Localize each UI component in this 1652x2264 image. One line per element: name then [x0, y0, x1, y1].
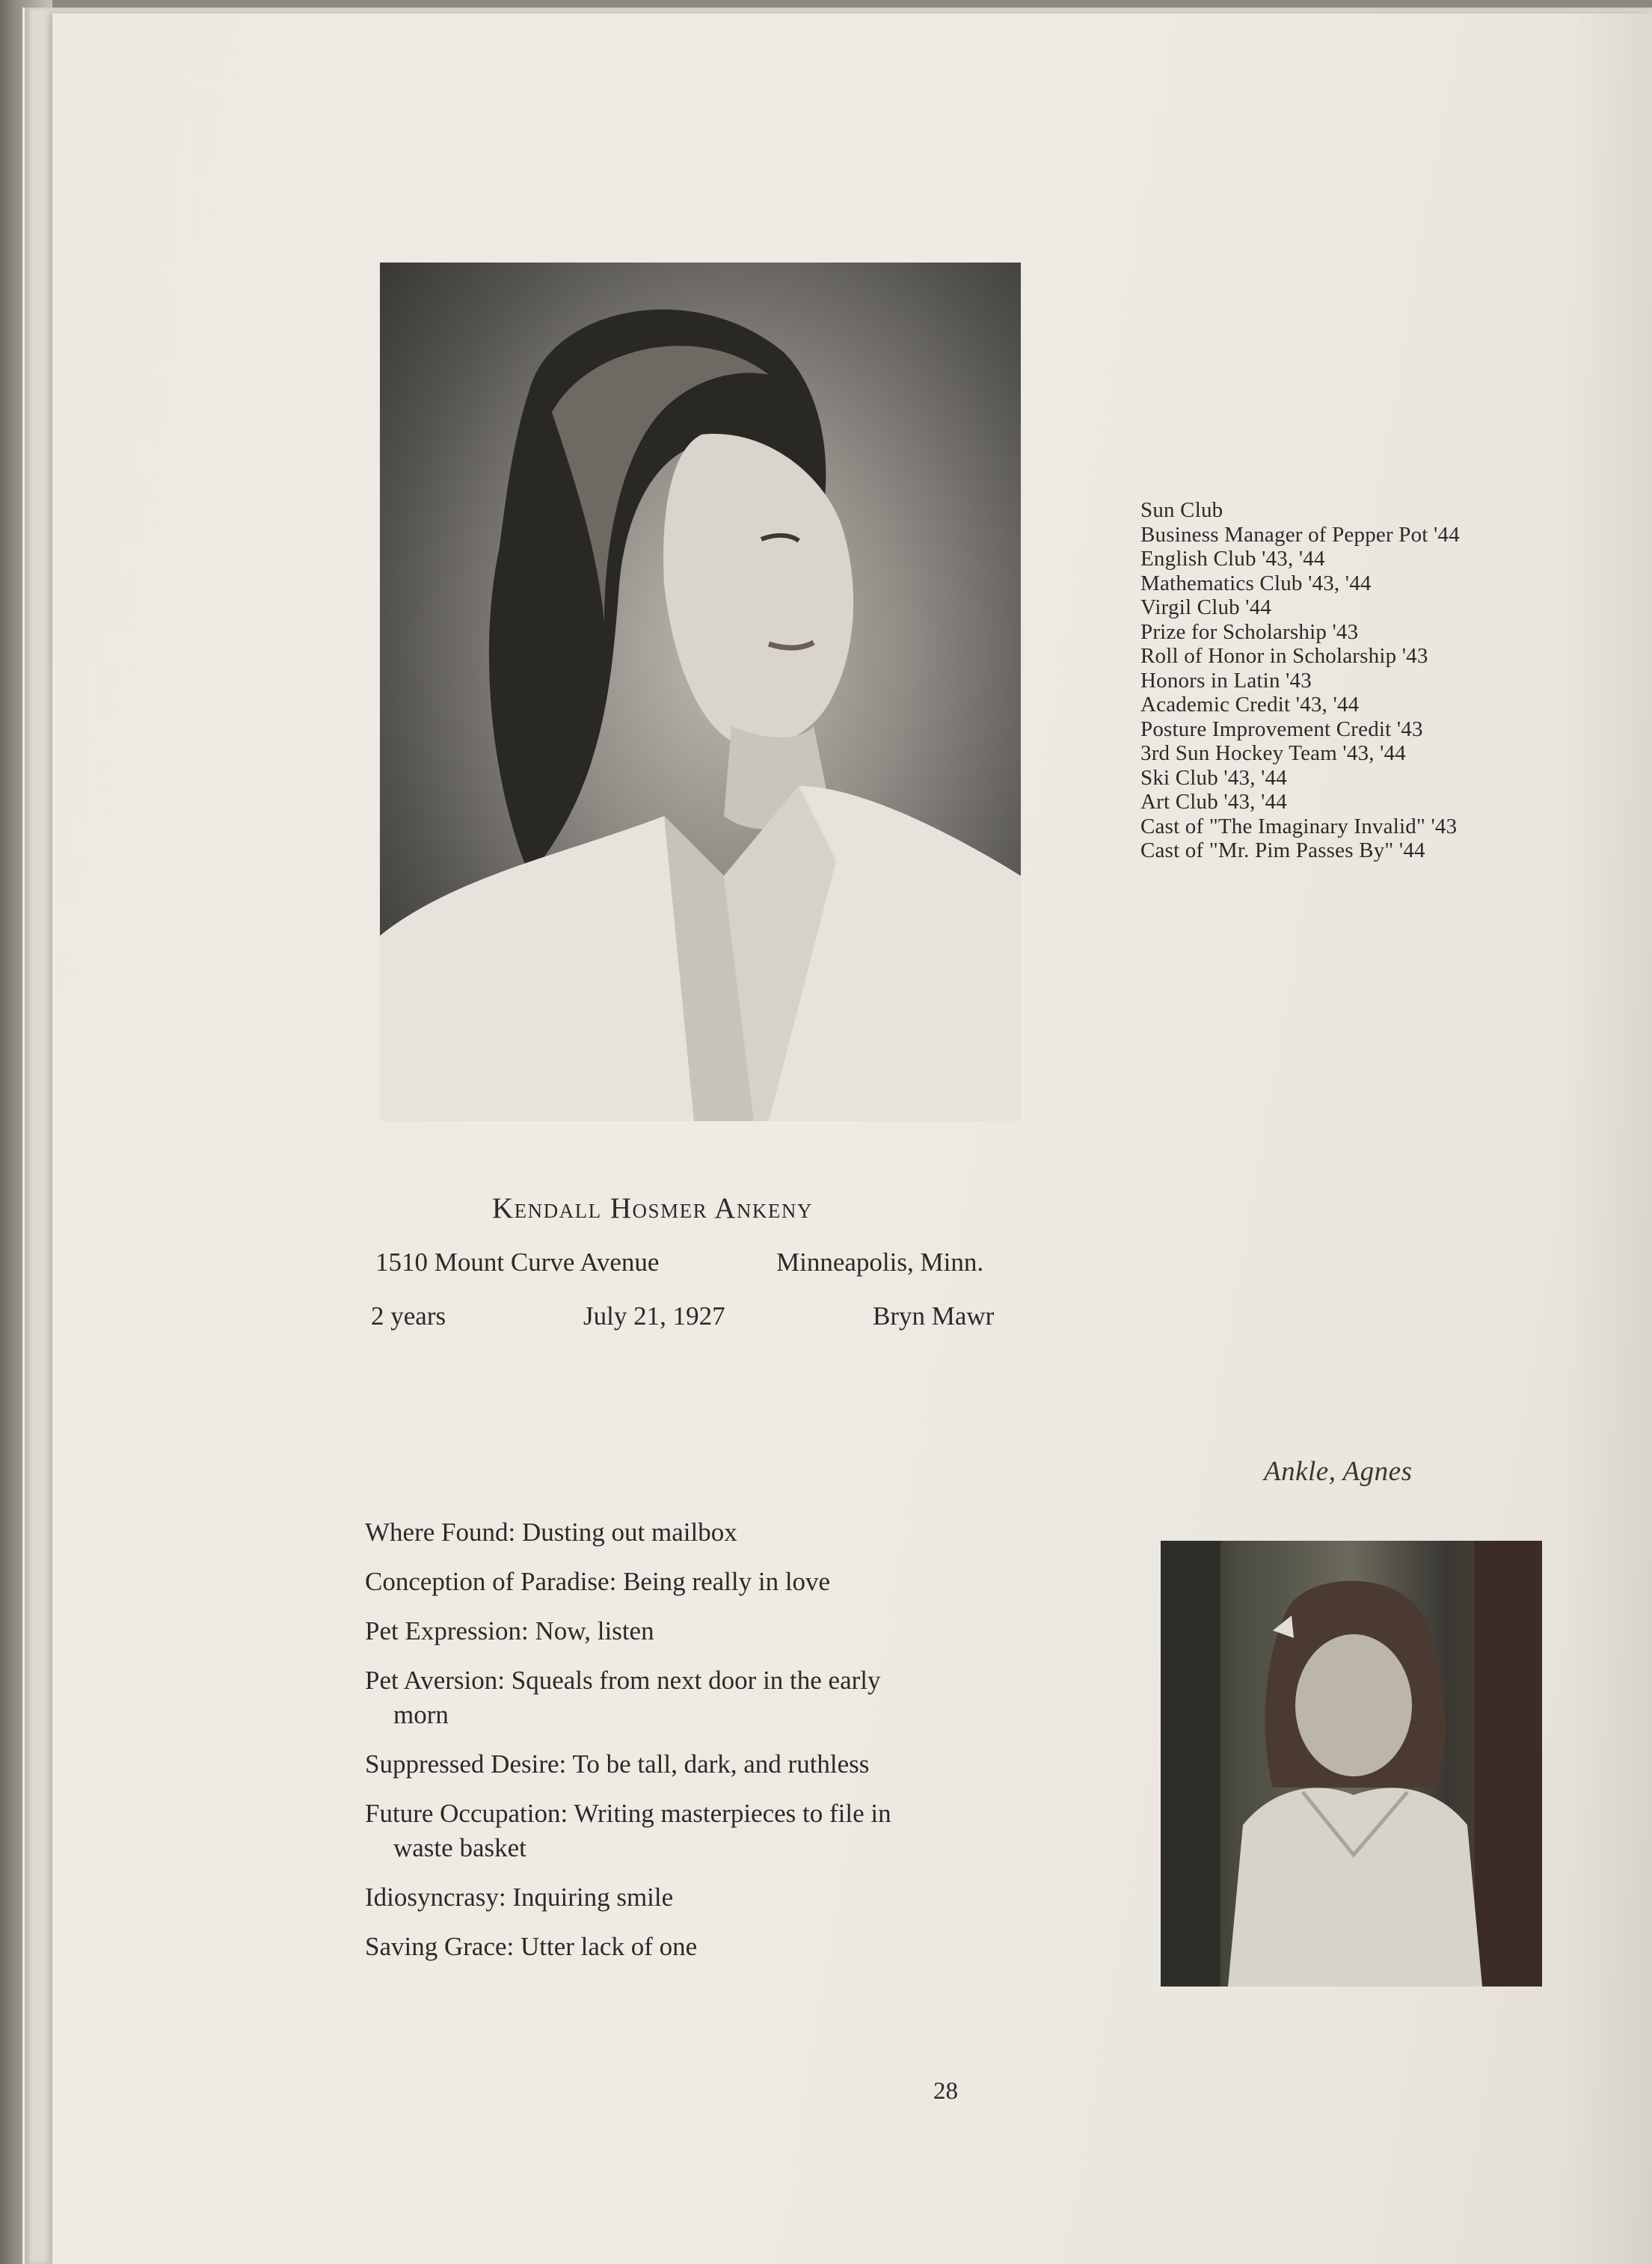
- qa-item: [365, 1747, 1023, 1782]
- qa-item: [365, 1515, 1023, 1550]
- student-nickname: Ankle, Agnes: [1264, 1456, 1413, 1487]
- activities-list: [1140, 498, 1529, 863]
- activity-item: Cast of "The Imaginary Invalid" '43: [1140, 814, 1458, 838]
- activity-item: Mathematics Club '43, '44: [1140, 571, 1372, 595]
- student-years: 2 years: [371, 1301, 446, 1331]
- activity-item: Prize for Scholarship '43: [1140, 619, 1359, 644]
- student-name: Kendall Hosmer Ankeny: [492, 1192, 813, 1224]
- student-college: Bryn Mawr: [873, 1301, 995, 1331]
- qa-answer: Now, listen: [535, 1616, 654, 1645]
- qa-label: Pet Aversion:: [365, 1666, 505, 1695]
- activity-item: Virgil Club '44: [1140, 595, 1272, 619]
- qa-label: Idiosyncrasy:: [365, 1883, 506, 1912]
- qa-answer: Being really in love: [623, 1567, 831, 1596]
- questionnaire: [365, 1515, 1023, 1979]
- qa-answer: To be tall, dark, and ruthless: [572, 1749, 870, 1779]
- qa-item: [365, 1930, 1023, 1964]
- qa-label: Future Occupation:: [365, 1799, 568, 1828]
- qa-label: Pet Expression:: [365, 1616, 529, 1645]
- qa-answer: Dusting out mailbox: [521, 1518, 737, 1547]
- qa-answer: Utter lack of one: [520, 1932, 698, 1961]
- qa-item: [365, 1614, 1023, 1648]
- qa-answer: Inquiring smile: [512, 1883, 674, 1912]
- qa-label: Suppressed Desire:: [365, 1749, 567, 1779]
- activity-item: Academic Credit '43, '44: [1140, 693, 1360, 717]
- page-number: 28: [933, 2078, 958, 2105]
- qa-answer-continued: morn: [393, 1700, 449, 1729]
- student-city: Minneapolis, Minn.: [776, 1248, 984, 1277]
- qa-answer: Writing masterpieces to file in: [574, 1799, 891, 1828]
- activity-item: Roll of Honor in Scholarship '43: [1140, 644, 1428, 668]
- qa-label: Conception of Paradise:: [365, 1567, 617, 1596]
- student-address: 1510 Mount Curve Avenue: [375, 1248, 660, 1277]
- qa-answer: Squeals from next door in the early: [511, 1666, 881, 1695]
- activity-item: 3rd Sun Hockey Team '43, '44: [1140, 741, 1406, 765]
- childhood-photo: [1161, 1541, 1542, 1987]
- senior-portrait-photo: [380, 263, 1021, 1121]
- student-birthdate: July 21, 1927: [583, 1301, 725, 1331]
- qa-answer-continued: waste basket: [393, 1833, 526, 1862]
- activity-item: Honors in Latin '43: [1140, 668, 1312, 693]
- qa-item: [365, 1797, 1023, 1865]
- qa-item: [365, 1663, 1023, 1732]
- activity-item: Cast of "Mr. Pim Passes By" '44: [1140, 838, 1425, 862]
- qa-label: Saving Grace:: [365, 1932, 515, 1961]
- activity-item: Business Manager of Pepper Pot '44: [1140, 522, 1460, 547]
- qa-label: Where Found:: [365, 1518, 516, 1547]
- yearbook-page: [52, 13, 1652, 2264]
- activity-item: Ski Club '43, '44: [1140, 765, 1287, 790]
- activity-item: Art Club '43, '44: [1140, 790, 1287, 814]
- activity-item: Posture Improvement Credit '43: [1140, 717, 1423, 741]
- activity-item: English Club '43, '44: [1140, 547, 1325, 571]
- activity-item: Sun Club: [1140, 498, 1223, 522]
- qa-item: [365, 1565, 1023, 1599]
- qa-item: [365, 1880, 1023, 1915]
